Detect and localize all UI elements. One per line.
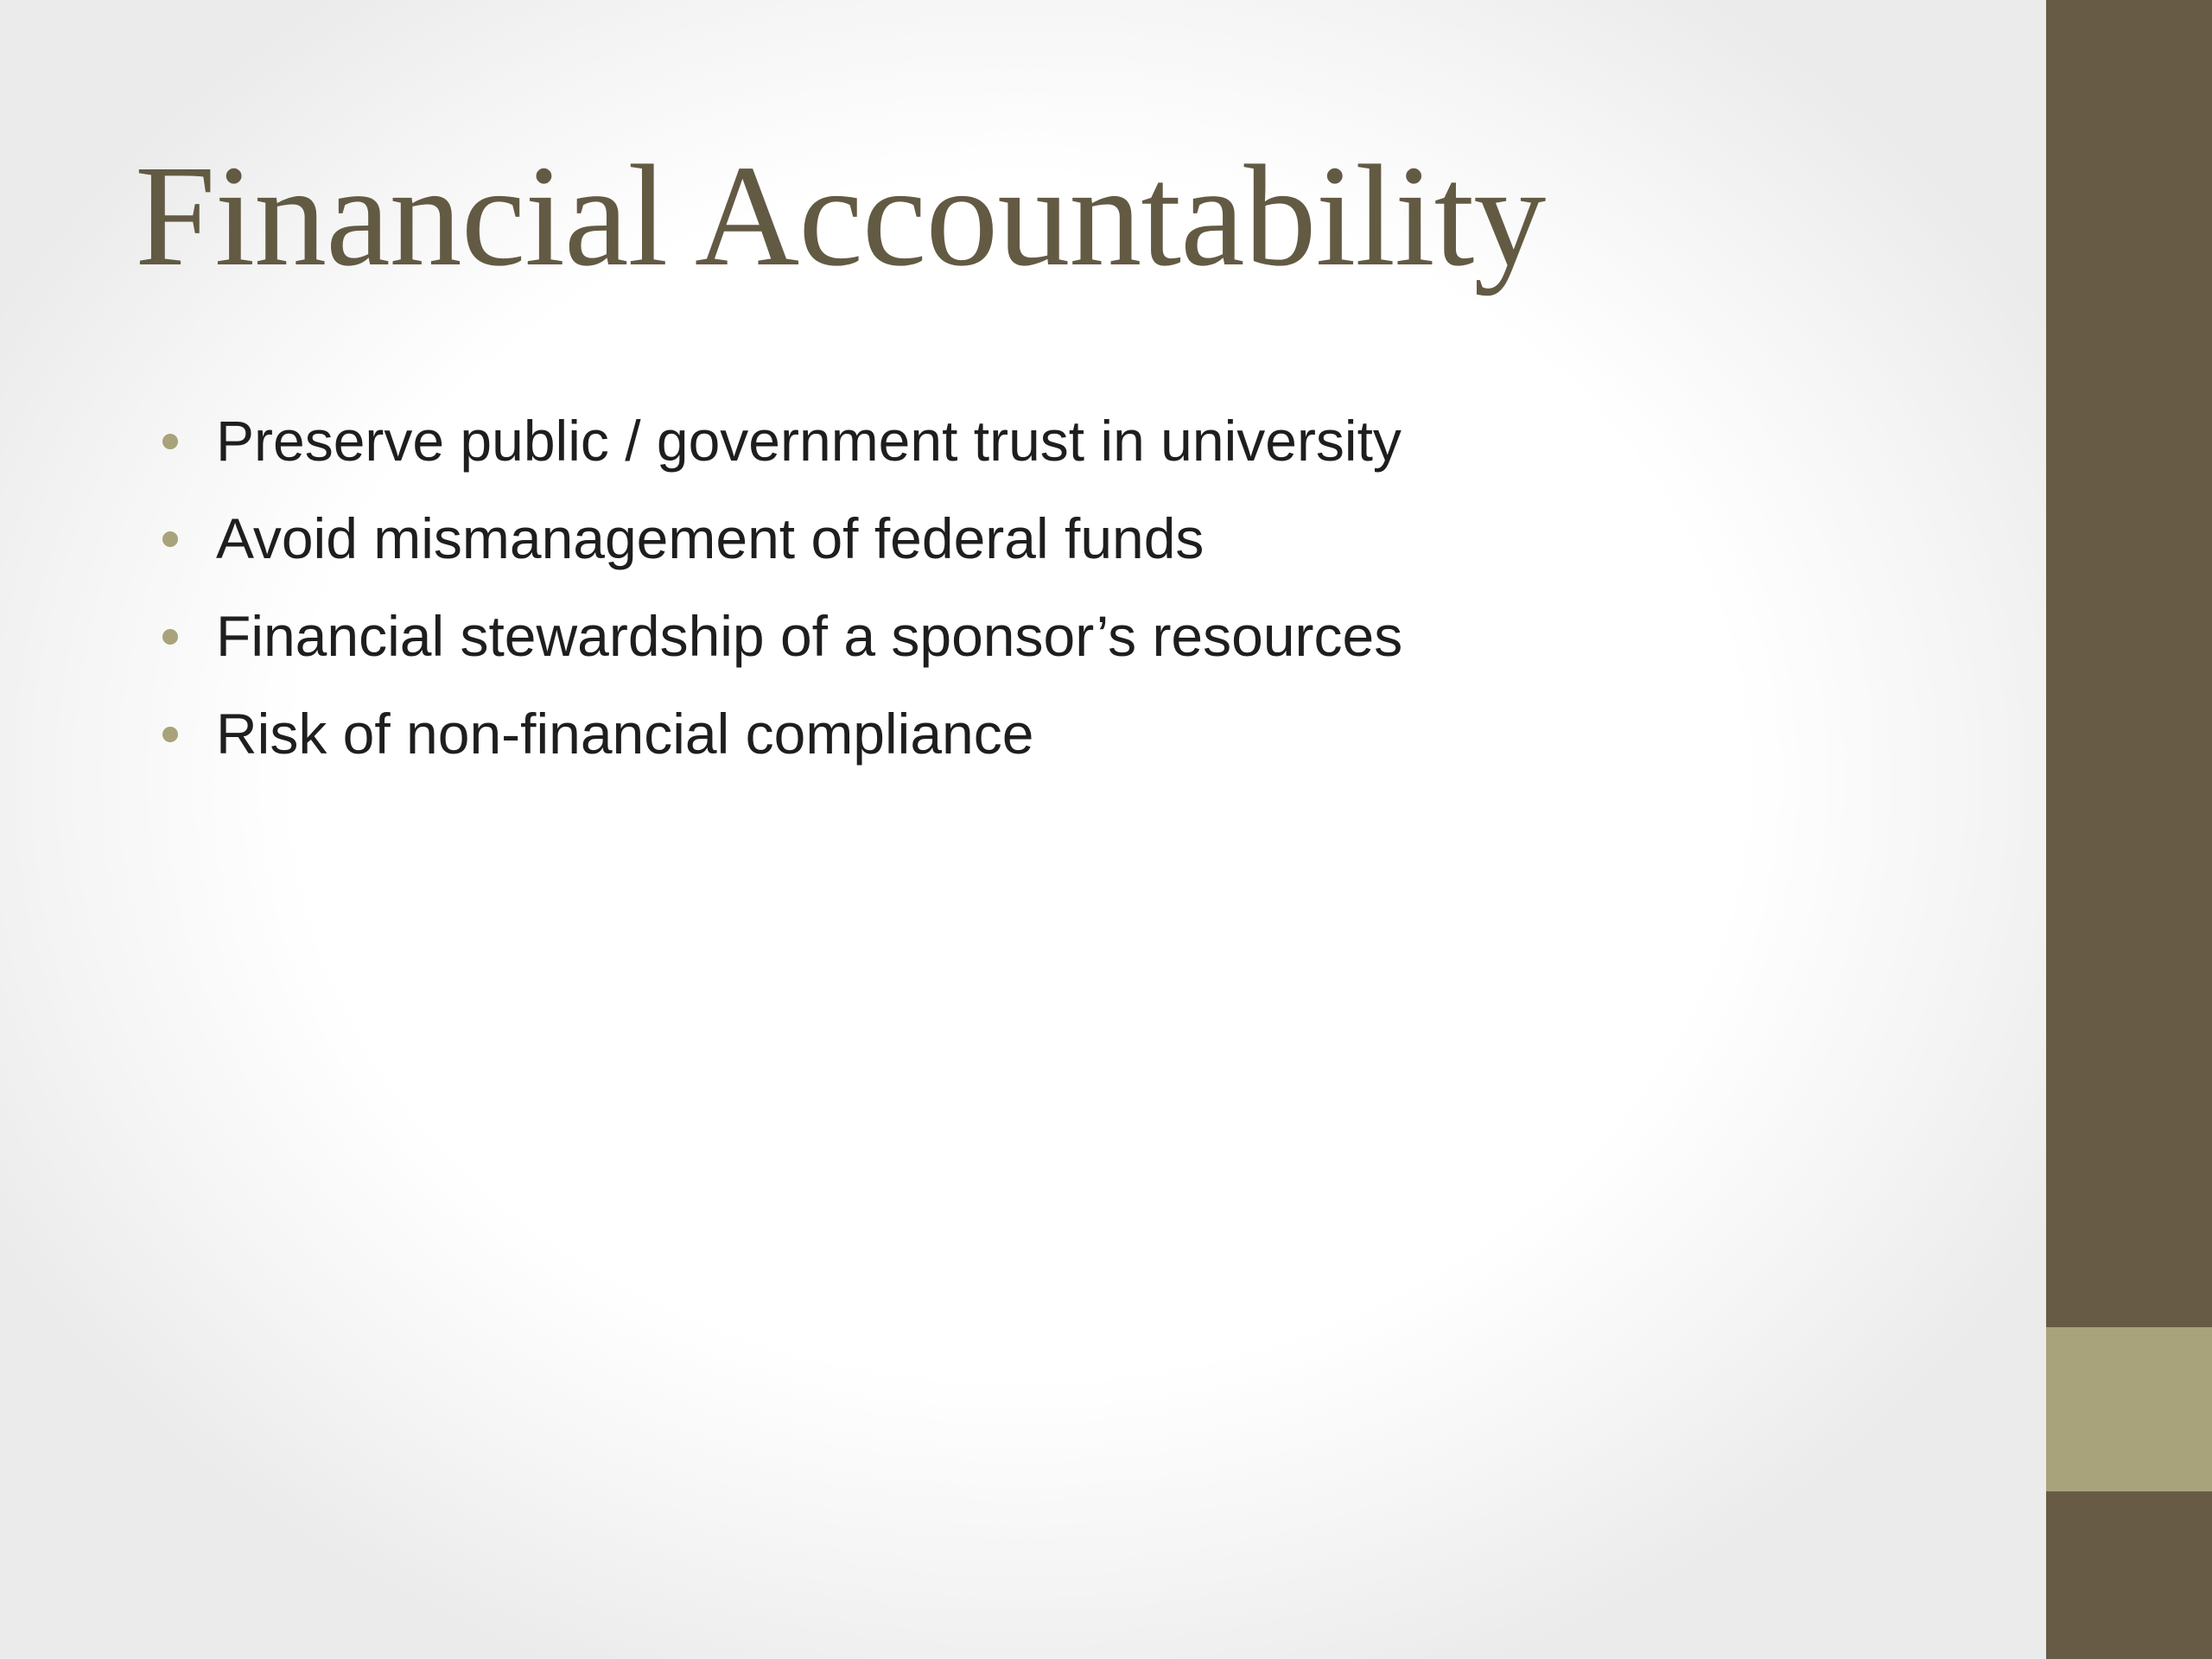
bullet-text: Preserve public / government trust in university xyxy=(216,409,1402,473)
bullet-text: Financial stewardship of a sponsor’s resources xyxy=(216,604,1403,668)
bullet-item xyxy=(156,690,1402,788)
bullet-dot-icon xyxy=(162,531,178,547)
bullet-text: Avoid mismanagement of federal funds xyxy=(216,506,1205,570)
bullet-list xyxy=(156,397,1402,788)
bullet-item xyxy=(156,495,1402,593)
bullet-item xyxy=(156,593,1402,690)
bullet-dot-icon xyxy=(162,727,178,742)
bullet-item xyxy=(156,397,1402,495)
sidebar-accent-block xyxy=(2046,1327,2212,1491)
bullet-dot-icon xyxy=(162,629,178,645)
slide-title: Financial Accountability xyxy=(135,136,1546,296)
bullet-text: Risk of non-financial compliance xyxy=(216,702,1034,766)
bullet-dot-icon xyxy=(162,434,178,449)
